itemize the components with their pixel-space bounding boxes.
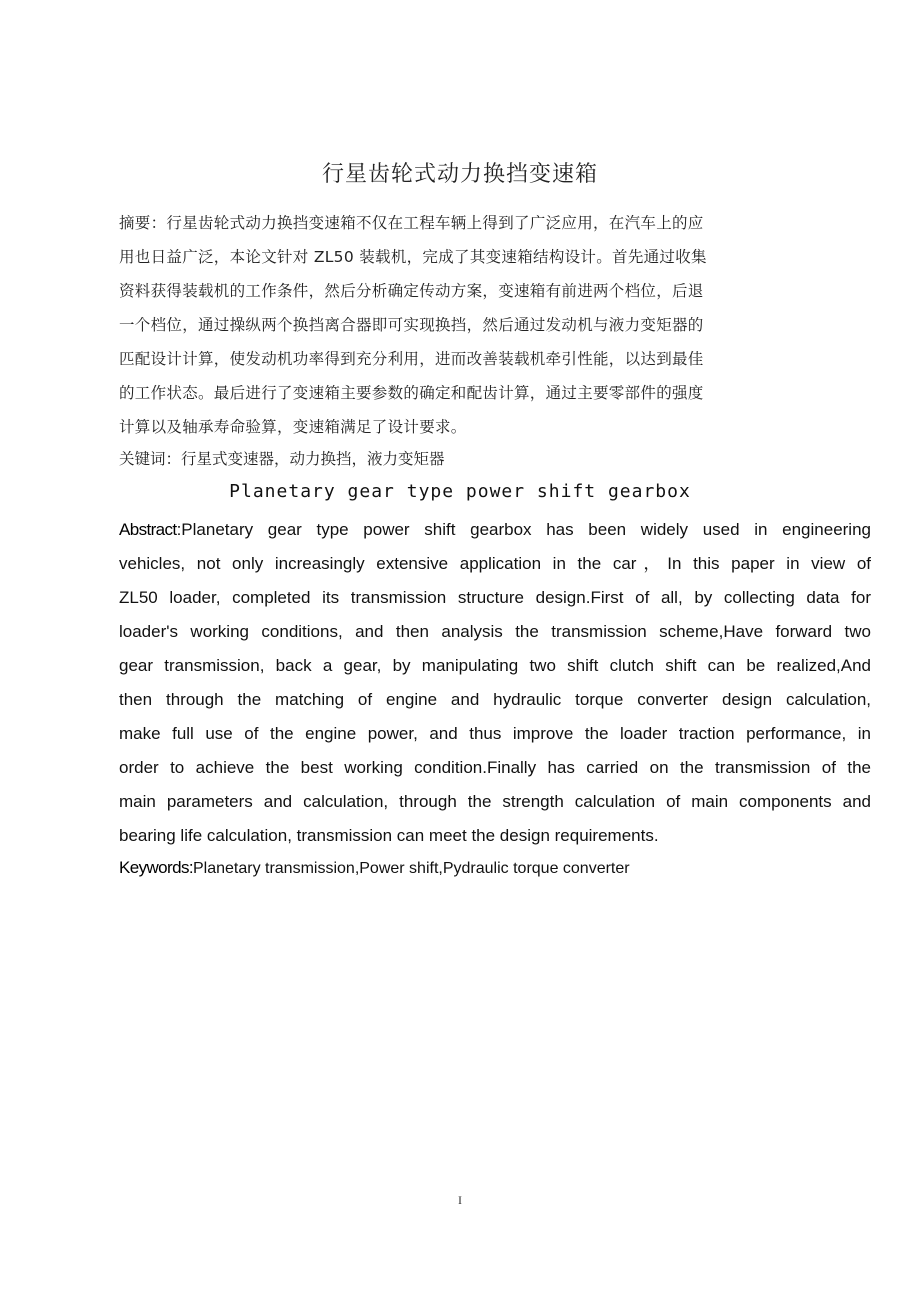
chinese-abstract-line: 资料获得装载机的工作条件，然后分析确定传动方案，变速箱有前进两个档位，后退 xyxy=(119,282,704,300)
english-abstract-line: main parameters and calculation, through the strength calculation of main components and xyxy=(119,792,871,811)
chinese-abstract-line: 计算以及轴承寿命验算，变速箱满足了设计要求。 xyxy=(119,418,467,436)
keywords-text: Planetary transmission,Power shift,Pydraulic torque converter xyxy=(192,860,630,877)
chinese-abstract-line: 摘要：行星齿轮式动力换挡变速箱不仅在工程车辆上得到了广泛应用，在汽车上的应 xyxy=(119,214,704,232)
abstract-colon: : xyxy=(176,520,182,539)
chinese-abstract-line: 匹配设计计算，使发动机功率得到充分利用，进而改善装载机牵引性能，以达到最佳 xyxy=(119,350,704,368)
chinese-abstract-line: 用也日益广泛，本论文针对 ZL50 装载机，完成了其变速箱结构设计。首先通过收集 xyxy=(119,248,707,266)
english-keywords xyxy=(119,853,630,884)
keywords-label: Keywords: xyxy=(119,858,193,877)
chinese-abstract xyxy=(119,206,819,444)
english-abstract-text: Planetary gear type power shift gearbox has been widely used in engineering xyxy=(181,520,871,539)
english-abstract-line: vehicles, not only increasingly extensive application in the car，In this paper in view of xyxy=(119,554,871,573)
page-number: I xyxy=(458,1193,462,1207)
english-abstract-line: loader's working conditions, and then analysis the transmission scheme,Have forward two xyxy=(119,622,871,641)
abstract-label: Abstract xyxy=(119,520,177,539)
chinese-abstract-line: 一个档位，通过操纵两个换挡离合器即可实现换挡，然后通过发动机与液力变矩器的 xyxy=(119,316,704,334)
english-abstract-line xyxy=(119,513,871,547)
english-abstract-line: ZL50 loader, completed its transmission structure design.First of all, by collecting data for xyxy=(119,588,871,607)
chinese-abstract-line: 的工作状态。最后进行了变速箱主要参数的确定和配齿计算，通过主要零部件的强度 xyxy=(119,384,704,402)
english-abstract-line: make full use of the engine power, and thus improve the loader traction performance, in xyxy=(119,724,871,743)
english-abstract-line: order to achieve the best working condition.Finally has carried on the transmission of the xyxy=(119,758,871,777)
english-abstract-line: then through the matching of engine and hydraulic torque converter design calculation, xyxy=(119,690,871,709)
chinese-title: 行星齿轮式动力换挡变速箱 xyxy=(321,162,598,187)
english-abstract-line: gear transmission, back a gear, by manipulating two shift clutch shift can be realized,And xyxy=(119,656,871,675)
english-abstract xyxy=(119,513,871,853)
english-abstract-line: bearing life calculation, transmission can meet the design requirements. xyxy=(119,826,659,845)
chinese-keywords: 关键词：行星式变速器，动力换挡，液力变矩器 xyxy=(119,450,445,468)
english-title: Planetary gear type power shift gearbox xyxy=(229,481,691,502)
